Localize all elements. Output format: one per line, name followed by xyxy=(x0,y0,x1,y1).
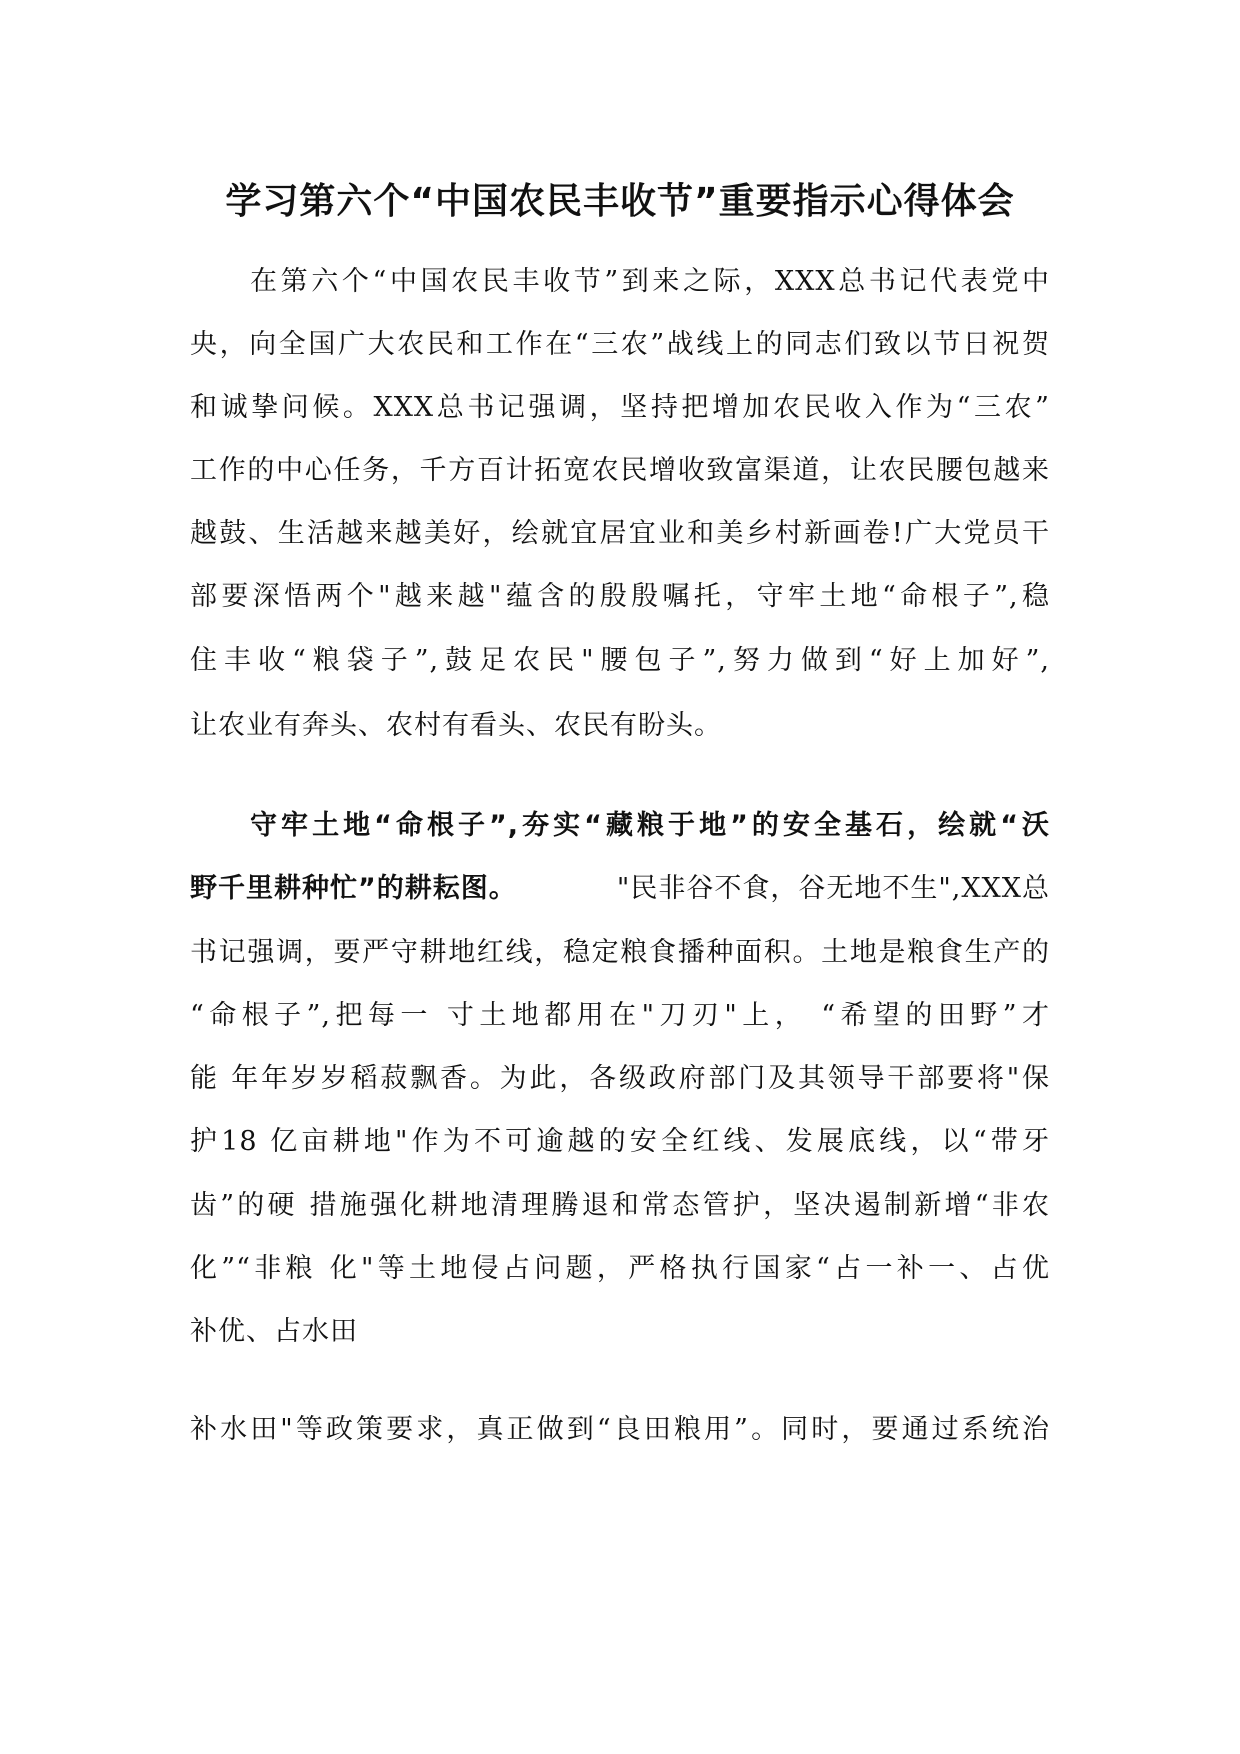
paragraph-1-line-6: 部要深悟两个"越来越"蕴含的殷殷嘱托，守牢土地“命根子”,稳 xyxy=(190,581,1050,612)
paragraph-1-line-4: 工作的中心任务，千方百计拓宽农民增收致富渠道，让农民腰包越来 xyxy=(190,455,1050,486)
section-1-line-10: 补水田"等政策要求，真正做到“良田粮用”。同时，要通过系统治 xyxy=(190,1414,1050,1445)
section-1-line-3: 书记强调，要严守耕地红线，稳定粮食播种面积。土地是粮食生产的 xyxy=(190,937,1050,968)
section-1-heading-line-1: 守牢土地“命根子”,夯实“藏粮于地”的安全基石，绘就“沃 xyxy=(250,810,1050,841)
section-1-line-2 xyxy=(190,869,1050,909)
section-1-line-7: 齿”的硬 措施强化耕地清理腾退和常态管护，坚决遏制新增“非农 xyxy=(190,1190,1050,1221)
section-1-line-8: 化”“非粮 化"等土地侵占问题，严格执行国家“占一补一、占优 xyxy=(190,1253,1050,1284)
section-1-line-9: 补优、占水田 xyxy=(190,1316,358,1347)
document-title: 学习第六个“中国农民丰收节”重要指示心得体会 xyxy=(225,181,1015,222)
section-1-line-4: “命根子”,把每一 寸土地都用在"刀刃"上， “希望的田野”才 xyxy=(190,1000,1050,1031)
paragraph-1-line-2: 央，向全国广大农民和工作在“三农”战线上的同志们致以节日祝贺 xyxy=(190,329,1050,360)
paragraph-1-line-3: 和诚挚问候。XXX总书记强调，坚持把增加农民收入作为“三农” xyxy=(190,392,1050,423)
paragraph-1-line-1: 在第六个“中国农民丰收节”到来之际，XXX总书记代表党中 xyxy=(250,266,1050,297)
section-1-line-5: 能 年年岁岁稻菽飘香。为此，各级政府部门及其领导干部要将"保 xyxy=(190,1063,1050,1094)
section-1-quote: "民非谷不食，谷无地不生",XXX总 xyxy=(616,873,1050,904)
paragraph-1-line-8: 让农业有奔头、农村有看头、农民有盼头。 xyxy=(190,710,722,741)
paragraph-1-line-7: 住丰收“粮袋子”,鼓足农民"腰包子”,努力做到“好上加好”, xyxy=(190,645,1050,676)
section-1-heading-line-2: 野千里耕种忙”的耕耘图。 xyxy=(190,873,517,904)
section-1-line-6: 护18 亿亩耕地"作为不可逾越的安全红线、发展底线，以“带牙 xyxy=(190,1126,1050,1157)
paragraph-1-line-5: 越鼓、生活越来越美好，绘就宜居宜业和美乡村新画卷!广大党员干 xyxy=(190,518,1050,549)
